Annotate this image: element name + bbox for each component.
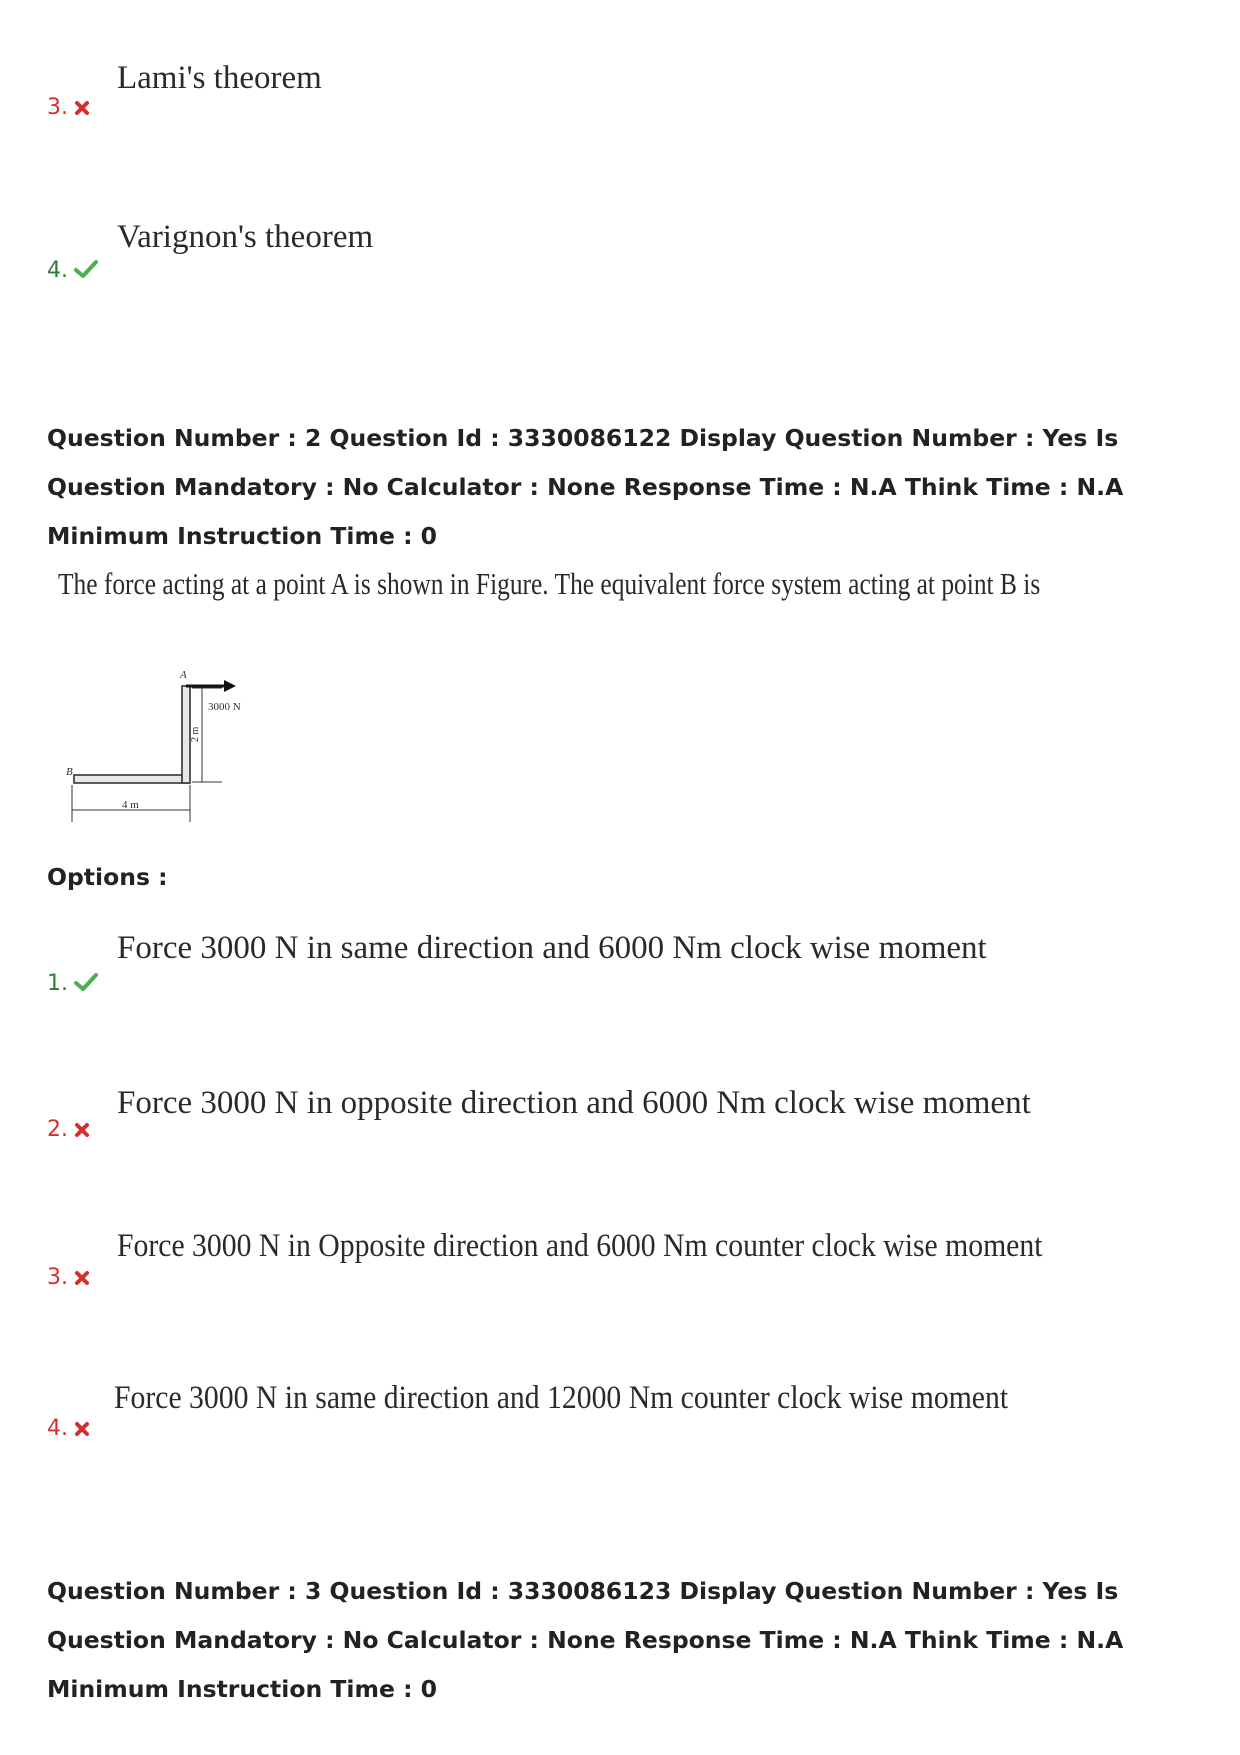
option-text: Force 3000 N in opposite direction and 6000 Nm clock wise moment bbox=[117, 1085, 1031, 1121]
option-number: 2. bbox=[47, 1118, 90, 1142]
force-label: 3000 N bbox=[208, 701, 241, 713]
force-figure bbox=[62, 662, 262, 832]
cross-icon bbox=[74, 1421, 90, 1437]
check-icon bbox=[74, 972, 98, 992]
question-text: The force acting at a point A is shown in Figure. The equivalent force system acting at point B is bbox=[58, 566, 1041, 601]
question-meta: Question Number : 2 Question Id : 3330086122 Display Question Number : Yes Is Question Mandatory : No Calculator : None Response Time : N.A Think Time : N.A Minimum Instruction Time : 0 bbox=[47, 424, 1124, 550]
option-number: 4. bbox=[47, 1417, 90, 1441]
option-text: Lami's theorem bbox=[117, 60, 322, 96]
point-b-label: B bbox=[66, 766, 73, 778]
beam-vertical bbox=[182, 686, 190, 783]
option-text: Force 3000 N in same direction and 12000 Nm counter clock wise moment bbox=[114, 1380, 1009, 1416]
options-label: Options : bbox=[47, 863, 168, 891]
option-text: Force 3000 N in same direction and 6000 Nm clock wise moment bbox=[117, 930, 987, 966]
check-icon bbox=[74, 259, 98, 279]
option-number: 4. bbox=[47, 259, 98, 283]
beam-horizontal bbox=[74, 775, 188, 783]
option-number: 1. bbox=[47, 972, 98, 996]
height-label: 2 m bbox=[190, 726, 201, 742]
length-label: 4 m bbox=[122, 799, 139, 811]
option-number: 3. bbox=[47, 96, 90, 120]
cross-icon bbox=[74, 1270, 90, 1286]
cross-icon bbox=[74, 1122, 90, 1138]
option-text: Varignon's theorem bbox=[117, 219, 374, 255]
option-number: 3. bbox=[47, 1266, 90, 1290]
arrow-head-icon bbox=[224, 680, 236, 692]
cross-icon bbox=[74, 100, 90, 116]
point-a-label: A bbox=[180, 669, 187, 681]
question-meta: Question Number : 3 Question Id : 3330086123 Display Question Number : Yes Is Question Mandatory : No Calculator : None Response Time : N.A Think Time : N.A Minimum Instruction Time : 0 bbox=[47, 1577, 1124, 1703]
option-text: Force 3000 N in Opposite direction and 6000 Nm counter clock wise moment bbox=[117, 1228, 1043, 1264]
